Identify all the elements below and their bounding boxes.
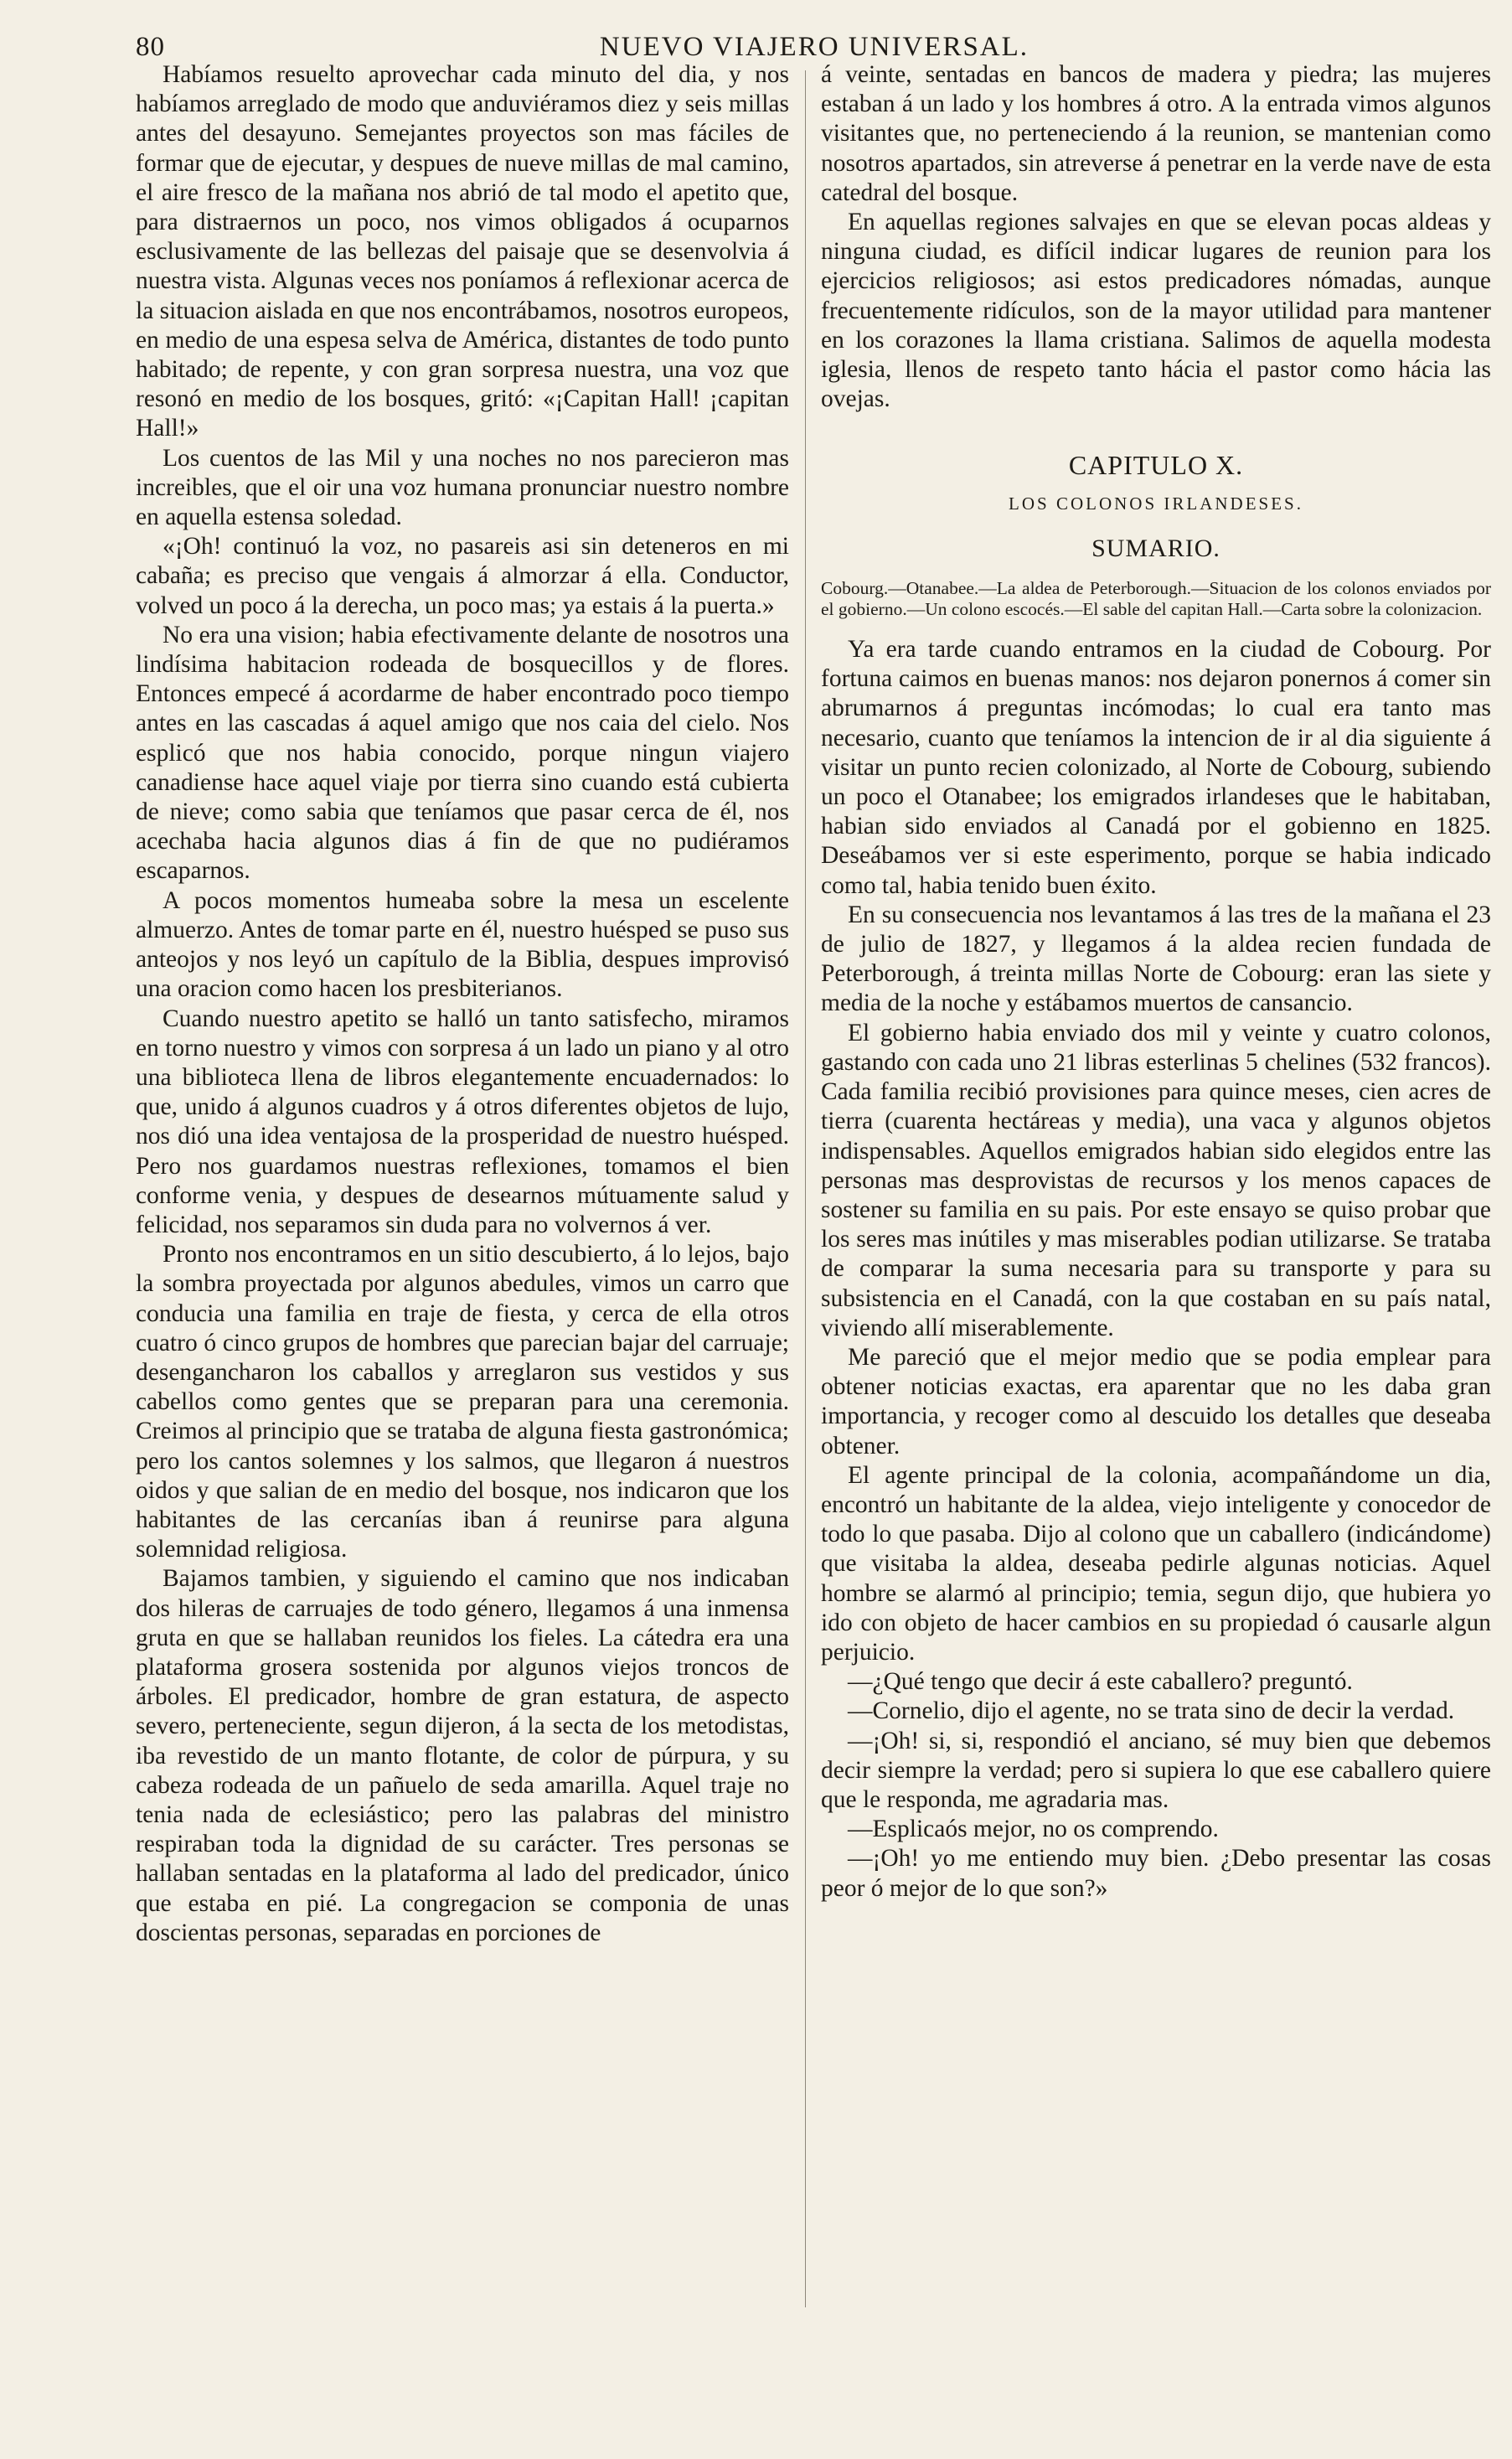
paragraph: En su consecuencia nos levantamos á las tres de la mañana el 23 de julio de 1827, y llegamos á la aldea recien fundada de Peterborough, á treinta millas Norte de Cobourg: eran las siete y media de la noche y estábamos muertos de cansancio.	[821, 901, 1491, 1017]
paragraph: Ya era tarde cuando entramos en la ciudad de Cobourg. Por fortuna caimos en buenas manos: nos dejaron ponernos á comer sin abrumarnos á preguntas incómodas; lo cual era tanto mas necesario, cuanto que teníamos la intencion de ir al dia siguiente á visitar un punto recien colonizado, al Norte de Cobourg, subiendo un poco el Otanabee; los emigrados irlandeses que le habitaban, habian sido enviados al Canadá por el gobienno en 1825. Deseábamos ver si este esperimento, porque se habia indicado como tal, habia tenido buen éxito.	[821, 636, 1491, 899]
running-title: NUEVO VIAJERO UNIVERSAL.	[599, 32, 1030, 62]
dialogue-line: —¡Oh! yo me entiendo muy bien. ¿Debo presentar las cosas peor ó mejor de lo que son?»	[821, 1845, 1491, 1902]
paragraph: «¡Oh! continuó la voz, no pasareis asi sin deteneros en mi cabaña; es preciso que vengais á almorzar á ella. Conductor, volved un poco á la derecha, un poco mas; ya estais á la puerta.»	[136, 533, 789, 619]
column-divider	[805, 70, 806, 2307]
paragraph: Bajamos tambien, y siguiendo el camino que nos indicaban dos hileras de carruajes de todo género, llegamos á una inmensa gruta en que se hallaban reunidos los fieles. La cátedra era una plataforma grosera sostenida por algunos viejos troncos de árboles. El predicador, hombre de gran estatura, de aspecto severo, perteneciente, segun dijeron, á la secta de los metodistas, iba revestido de un manto flotante, de color de púrpura, y su cabeza rodeada de un pañuelo de seda amarilla. Aquel traje no tenia nada de eclesiástico; pero las palabras del ministro respiraban toda la dignidad de su carácter. Tres personas se hallaban sentadas en la plataforma al lado del predicador, único que estaba en pié. La congregacion se componia de unas doscientas personas, separadas en porciones de	[136, 1565, 789, 1946]
summary-heading: SUMARIO.	[1091, 534, 1220, 562]
paragraph: Cuando nuestro apetito se halló un tanto satisfecho, miramos en torno nuestro y vimos con sorpresa á un lado un piano y al otro una biblioteca llena de libros elegantemente encuadernados: lo que, unido á algunos cuadros y á otros diferentes objetos de lujo, nos dió una idea ventajosa de la prosperidad de nuestro huésped. Pero nos guardamos nuestras reflexiones, tomamos el bien conforme venia, y despues de desearnos mútuamente salud y felicidad, nos separamos sin duda para no volvernos á ver.	[136, 1005, 789, 1238]
left-column	[136, 60, 789, 1948]
chapter-subtitle: LOS COLONOS IRLANDESES.	[1009, 493, 1303, 514]
paragraph: Me pareció que el mejor medio que se podia emplear para obtener noticias exactas, era aparentar que no les daba gran importancia, y recoger como al descuido los detalles que deseaba obtener.	[821, 1343, 1491, 1459]
paragraph: Pronto nos encontramos en un sitio descubierto, á lo lejos, bajo la sombra proyectada por algunos abedules, vimos un carro que conducia una familia en traje de fiesta, y cerca de ella otros cuatro ó cinco grupos de hombres que parecian bajar del carruaje; desengancharon los caballos y arreglaron sus vestidos y sus cabellos como gentes que se preparan para una ceremonia. Creimos al principio que se trataba de alguna fiesta gastronómica; pero los cantos solemnes y los salmos, que llegaron á nuestros oidos y que salian de en medio del bosque, nos indicaron que los habitantes de las cercanías iban á reunirse para alguna solemnidad religiosa.	[136, 1241, 789, 1563]
dialogue-line: —¿Qué tengo que decir á este caballero? preguntó.	[848, 1668, 1353, 1696]
paragraph: El agente principal de la colonia, acompañándome un dia, encontró un habitante de la aldea, viejo inteligente y conocedor de todo lo que pasaba. Dijo al colono que un caballero (indicándome) que visitaba la aldea, deseaba pedirle algunas noticias. Aquel hombre se alarmó al principio; temia, segun dijo, que hubiera yo ido con objeto de hacer cambios en su propiedad ó causarle algun perjuicio.	[821, 1461, 1491, 1666]
chapter-summary: Cobourg.—Otanabee.—La aldea de Peterborough.—Situacion de los colonos enviados por el gobierno.—Un colono escocés.—El sable del capitan Hall.—Carta sobre la colonizacion.	[821, 578, 1491, 620]
chapter-title: CAPITULO X.	[1068, 450, 1244, 481]
page-number: 80	[136, 32, 165, 62]
paragraph: A pocos momentos humeaba sobre la mesa un escelente almuerzo. Antes de tomar parte en él, nuestro huésped se puso sus anteojos y nos leyó un capítulo de la Biblia, despues improvisó una oracion como hacen los presbiterianos.	[136, 886, 789, 1003]
paragraph-continuation: á veinte, sentadas en bancos de madera y piedra; las mujeres estaban á un lado y los hombres á otro. A la entrada vimos algunos visitantes que, no perteneciendo á la reunion, se mantenian como nosotros apartados, sin atreverse á penetrar en la verde nave de esta catedral del bosque.	[821, 61, 1491, 206]
paragraph: Habíamos resuelto aprovechar cada minuto del dia, y nos habíamos arreglado de modo que anduviéramos diez y seis millas antes del desayuno. Semejantes proyectos son mas fáciles de formar que de ejecutar, y despues de nueve millas de mal camino, el aire fresco de la mañana nos abrió de tal modo el apetito que, para distraernos un poco, nos vimos obligados á ocuparnos esclusivamente de las bellezas del paisaje que se desenvolvia á nuestra vista. Algunas veces nos poníamos á reflexionar acerca de la situacion aislada en que nos encontrábamos, nosotros europeos, en medio de una espesa selva de América, distantes de todo punto habitado; de repente, y con gran sorpresa nuestra, una voz que resonó en medio de los bosques, gritó: «¡Capitan Hall! ¡capitan Hall!»	[136, 61, 789, 442]
paragraph: El gobierno habia enviado dos mil y veinte y cuatro colonos, gastando con cada uno 21 libras esterlinas 5 chelines (532 francos). Cada familia recibió provisiones para quince meses, cien acres de tierra (cuarenta hectáreas y media), una vaca y algunos objetos indispensables. Aquellos emigrados habian sido elegidos entre las personas mas desprovistas de recursos y los menos capaces de sostener su familia en su pais. Por este ensayo se quiso probar que los seres mas inútiles y mas miserables podian utilizarse. Se trataba de comparar la suma necesaria para su transporte y para su subsistencia en el Canadá, con la que costaban en su país natal, viviendo allí miserablemente.	[821, 1019, 1491, 1341]
paragraph: Los cuentos de las Mil y una noches no nos parecieron mas increibles, que el oir una voz humana pronunciar nuestro nombre en aquella estensa soledad.	[136, 444, 789, 531]
dialogue-line: —Esplicaós mejor, no os comprendo.	[848, 1816, 1219, 1843]
paragraph: No era una vision; habia efectivamente delante de nosotros una lindísima habitacion rodeada de bosquecillos y de flores. Entonces empecé á acordarme de haber encontrado poco tiempo antes en las cascadas á aquel amigo que nos caia del cielo. Nos esplicó que nos habia conocido, porque ningun viajero canadiense hace aquel viaje por tierra sino cuando está cubierta de nieve; como sabia que teníamos que pasar cerca de él, nos acechaba hacia algunos dias á fin de que no pudiéramos escaparnos.	[136, 621, 789, 885]
dialogue-line: —Cornelio, dijo el agente, no se trata sino de decir la verdad.	[848, 1697, 1455, 1725]
right-column	[821, 60, 1491, 1904]
paragraph: En aquellas regiones salvajes en que se elevan pocas aldeas y ninguna ciudad, es difícil indicar lugares de reunion para los ejercicios religiosos; asi estos predicadores nómadas, aunque frecuentemente ridículos, son de la mayor utilidad para mantener en los corazones la llama cristiana. Salimos de aquella modesta iglesia, llenos de respeto tanto hácia el pastor como hácia las ovejas.	[821, 209, 1491, 413]
dialogue-line: —¡Oh! si, si, respondió el anciano, sé muy bien que debemos decir siempre la verdad; pero si supiera lo que ese caballero quiere que le responda, me agradaria mas.	[821, 1727, 1491, 1813]
